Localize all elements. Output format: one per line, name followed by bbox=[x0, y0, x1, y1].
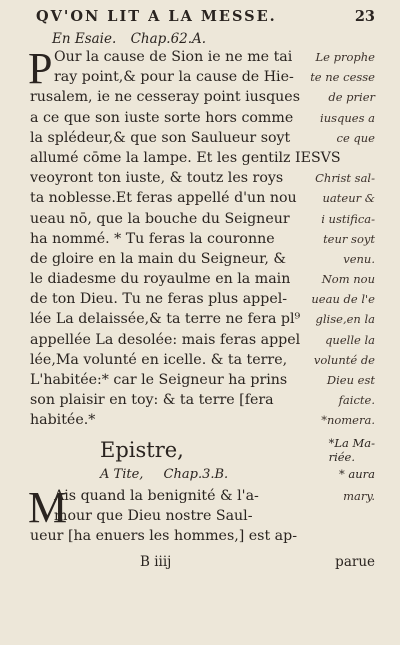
page-number: 23 bbox=[354, 8, 375, 25]
catchword: parue bbox=[335, 554, 375, 571]
margin-note-mariee bbox=[329, 436, 375, 464]
text-line bbox=[30, 49, 375, 69]
epistle-chapter: Chap.3.B. bbox=[163, 466, 229, 482]
text-line bbox=[30, 311, 375, 331]
line-text: Our la cause de Sion ie ne me tai bbox=[54, 49, 293, 65]
line-text: appellée La desolée: mais feras appel bbox=[30, 331, 301, 348]
reference-chapter: Chap.62.A. bbox=[130, 31, 207, 47]
line-text: veoyront ton iuste, & toutz les roys bbox=[30, 170, 284, 187]
line-text: ha nommé. * Tu feras la couronne bbox=[30, 230, 275, 247]
margin-note: Dieu est bbox=[326, 373, 375, 387]
text-line bbox=[30, 89, 375, 109]
margin-note: Christ sal- bbox=[315, 171, 375, 186]
text-line bbox=[30, 528, 375, 548]
signature-mark: B iiij bbox=[140, 554, 172, 571]
margin-note: venu. bbox=[343, 251, 375, 266]
margin-note: *nomera. bbox=[321, 413, 375, 428]
text-line bbox=[30, 231, 375, 251]
epistle-heading bbox=[30, 435, 375, 465]
scripture-reference bbox=[52, 31, 375, 47]
margin-note: Nom nou bbox=[321, 272, 375, 287]
margin-note: de prier bbox=[328, 90, 375, 105]
running-head bbox=[36, 8, 375, 25]
margin-note: Le prophe bbox=[315, 50, 375, 64]
margin-note: te ne cesse bbox=[310, 70, 375, 85]
line-text: ray point,& pour la cause de Hie- bbox=[54, 69, 294, 86]
text-line bbox=[30, 170, 375, 190]
passage-titus bbox=[28, 482, 375, 549]
margin-note: glise,en la bbox=[315, 312, 375, 327]
line-text: son plaisir en toy: & ta terre [fera bbox=[30, 392, 274, 409]
epistle-title: Epistre, bbox=[100, 437, 184, 462]
drop-cap-p: P bbox=[28, 44, 53, 93]
text-line bbox=[30, 488, 375, 508]
epistle-book: A Tite, bbox=[100, 466, 144, 482]
margin-note: faicte. bbox=[338, 393, 375, 408]
line-text: lée,Ma volunté en icelle. & ta terre, bbox=[30, 351, 288, 368]
line-text: la splédeur,& que son Saulueur soyt bbox=[30, 129, 291, 146]
page-footer bbox=[30, 554, 375, 570]
margin-note: uateur & bbox=[322, 191, 375, 206]
margin-note: mary. bbox=[343, 488, 375, 503]
epistle-reference bbox=[100, 467, 244, 482]
text-line bbox=[30, 130, 375, 150]
reference-book: En Esaie. bbox=[52, 31, 117, 47]
margin-note-riee: riée. bbox=[328, 449, 356, 464]
line-text: allumé cōme la lampe. Et les gentilz IESVS bbox=[30, 149, 341, 166]
margin-note: iusques a bbox=[320, 110, 375, 125]
margin-note-aura: * aura bbox=[338, 466, 375, 481]
text-line bbox=[30, 291, 375, 311]
page-content bbox=[30, 8, 375, 570]
text-line bbox=[30, 251, 375, 271]
epistle-reference-row bbox=[30, 465, 375, 486]
text-line bbox=[30, 412, 375, 432]
text-line bbox=[30, 271, 375, 291]
text-line bbox=[30, 372, 375, 392]
line-text: habitée.* bbox=[30, 412, 96, 429]
text-line bbox=[30, 190, 375, 210]
text-line bbox=[30, 110, 375, 130]
text-line bbox=[30, 150, 375, 170]
text-line bbox=[30, 508, 375, 528]
text-line bbox=[30, 211, 375, 231]
line-text: le diadesme du royaulme en la main bbox=[30, 271, 291, 288]
line-text: L'habitée:* car le Seigneur ha prins bbox=[30, 372, 288, 388]
margin-note: quelle la bbox=[325, 332, 375, 347]
passage-titus-lines bbox=[28, 482, 375, 549]
passage-isaiah bbox=[28, 44, 375, 433]
line-text: Ais quand la benignité & l'a- bbox=[54, 487, 259, 504]
margin-note: teur soyt bbox=[323, 231, 375, 246]
margin-note: ce que bbox=[336, 130, 375, 145]
line-text: rusalem, ie ne cesseray point iusques bbox=[30, 89, 300, 106]
text-line bbox=[30, 69, 375, 89]
line-text: lée La delaissée,& ta terre ne fera pl⁹ bbox=[30, 311, 301, 328]
margin-note-la-ma: *La Ma- bbox=[328, 435, 375, 450]
text-line bbox=[30, 332, 375, 352]
line-text: ueur [ha enuers les hommes,] est ap- bbox=[30, 527, 298, 544]
line-text: de gloire en la main du Seigneur, & bbox=[30, 250, 287, 267]
line-text: a ce que son iuste sorte hors comme bbox=[30, 109, 294, 126]
margin-note: ueau de l'e bbox=[311, 292, 375, 307]
drop-cap-m: M bbox=[28, 482, 68, 532]
line-text: mour que Dieu nostre Saul- bbox=[54, 507, 253, 524]
text-line bbox=[30, 352, 375, 372]
text-line bbox=[30, 392, 375, 412]
passage-isaiah-lines bbox=[28, 44, 375, 433]
running-head-title: QV'ON LIT A LA MESSE. bbox=[36, 8, 277, 25]
margin-note: volunté de bbox=[313, 352, 375, 367]
line-text: ta noblesse.Et feras appellé d'un nou bbox=[30, 190, 297, 207]
margin-note: i ustifica- bbox=[321, 211, 375, 226]
line-text: de ton Dieu. Tu ne feras plus appel- bbox=[30, 291, 288, 308]
line-text: ueau nō, que la bouche du Seigneur bbox=[30, 210, 290, 227]
